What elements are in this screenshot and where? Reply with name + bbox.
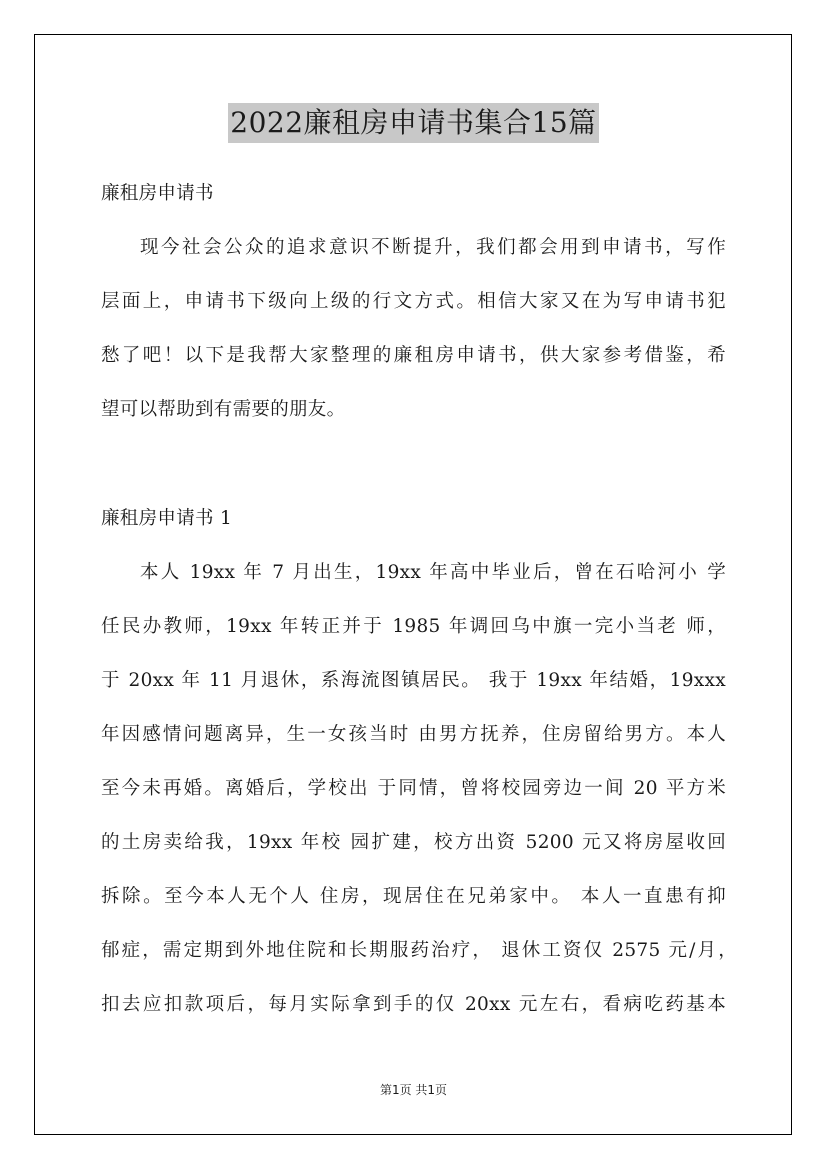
paragraph-line: 拆除。至今本人无个人 住房，现居住在兄弟家中。 本人一直患有抑 — [101, 886, 726, 907]
paragraph-line: 望可以帮助到有需要的朋友。 — [101, 399, 346, 420]
paragraph-line: 任民办教师，19xx 年转正并于 1985 年调回乌中旗一完小当老 师， — [101, 616, 726, 637]
document-title: 2022廉租房申请书集合15篇 — [228, 103, 598, 143]
section-heading: 廉租房申请书 1 — [101, 508, 233, 529]
paragraph-line: 于 20xx 年 11 月退休，系海流图镇居民。 我于 19xx 年结婚，19xxx — [101, 670, 726, 691]
paragraph-line: 年因感情问题离异，生一女孩当时 由男方抚养，住房留给男方。本人 — [101, 724, 726, 745]
section-heading: 廉租房申请书 — [101, 183, 214, 204]
paragraph-line: 至今未再婚。离婚后，学校出 于同情，曾将校园旁边一间 20 平方米 — [101, 778, 726, 799]
paragraph-line: 本人 19xx 年 7 月出生，19xx 年高中毕业后，曾在石哈河小 学 — [140, 562, 726, 583]
paragraph-line: 层面上，申请书下级向上级的行文方式。相信大家又在为写申请书犯 — [101, 291, 726, 312]
page-footer: 第1页 共1页 — [379, 1083, 448, 1097]
paragraph-line: 郁症，需定期到外地住院和长期服药治疗， 退休工资仅 2575 元/月， — [101, 940, 737, 961]
paragraph-line: 的土房卖给我，19xx 年校 园扩建，校方出资 5200 元又将房屋收回 — [101, 832, 726, 853]
paragraph-line: 现今社会公众的追求意识不断提升，我们都会用到申请书，写作 — [140, 237, 726, 258]
title-container — [0, 103, 827, 143]
paragraph-line: 愁了吧！以下是我帮大家整理的廉租房申请书，供大家参考借鉴，希 — [101, 345, 726, 366]
paragraph-line: 扣去应扣款项后，每月实际拿到手的仅 20xx 元左右，看病吃药基本 — [101, 994, 726, 1015]
